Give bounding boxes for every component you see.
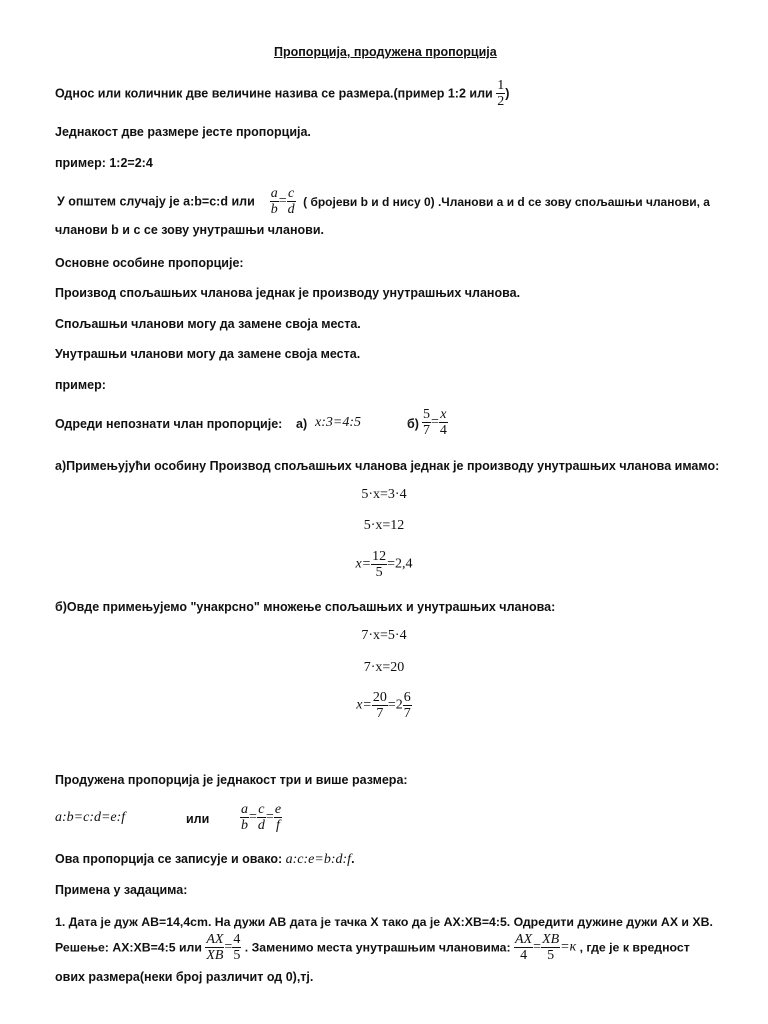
page-title: Пропорција, продужена пропорција: [274, 45, 497, 59]
eq-lhs: x=: [356, 697, 372, 713]
equals-sign: =: [431, 414, 439, 430]
eq-rhs: =2,4: [387, 556, 413, 572]
fraction-12-5: [371, 549, 387, 580]
solution-a-property: Производ спољашњих чланова једнак је производу унутрашњих чланова: [209, 459, 672, 473]
property-2: Спољашњи чланови могу да замене своја места.: [55, 317, 361, 331]
fraction-20-7: [372, 690, 388, 721]
equation-b2: 7·x=20: [363, 660, 405, 675]
task-a-expr: x:3=4:5: [315, 415, 361, 430]
fraction-numerator: 4: [233, 932, 241, 947]
equation-b3: [0, 690, 768, 721]
properties-heading: Основне особине пропорције:: [55, 256, 244, 270]
fraction-numerator: 5: [423, 407, 430, 422]
solution-a-post: имамо:: [674, 459, 720, 473]
equation-a3: [0, 549, 768, 580]
fraction-denominator: b: [270, 202, 278, 217]
eq-lhs: x=: [355, 556, 372, 572]
k-value: =к: [560, 939, 577, 955]
task-text: Одреди непознати члан пропорције:: [55, 417, 283, 431]
task-b-label: б): [407, 417, 419, 431]
or-word: или: [186, 812, 210, 826]
fraction-numerator: c: [288, 186, 295, 201]
members-line: чланови b и c се зову унутрашњи чланови.: [55, 223, 324, 237]
example-label: пример:: [55, 378, 106, 392]
fraction-numerator: a: [270, 186, 278, 201]
ratio-definition: Однос или количник две величине назива се размера.(пример 1:2 или: [55, 86, 493, 101]
fraction-a-b: [240, 802, 249, 833]
fraction-AX-4: [514, 932, 533, 963]
solution-continuation: ових размера(неки број различит од 0),тј.: [55, 970, 314, 984]
fraction-4-5: [232, 932, 241, 963]
paren-close: ): [505, 86, 510, 101]
period: .: [351, 852, 355, 866]
extended-notation-text: Ова пропорција се записује и овако:: [55, 852, 283, 866]
fraction-numerator: a: [241, 802, 248, 817]
fraction-denominator: 2: [497, 94, 505, 109]
example-line: пример: 1:2=2:4: [55, 156, 153, 170]
solution-b-line: б)Овде примењујемо "унакрсно" множење спољашњих и унутрашњих чланова:: [55, 600, 556, 614]
fraction-AX-XB: [205, 932, 224, 963]
fraction-numerator: XB: [542, 932, 560, 947]
fraction-x-4: [439, 407, 448, 438]
extended-notation-expr: a:c:e=b:d:f: [285, 852, 352, 867]
solution-a-line: [55, 458, 719, 474]
fraction-denominator: 7: [376, 706, 384, 721]
fraction-a-b: [270, 186, 279, 217]
equals-sign: =: [533, 939, 542, 955]
solution-line: [55, 932, 690, 966]
fraction-numerator: 20: [372, 690, 387, 705]
fraction-denominator: 7: [403, 706, 411, 721]
fraction-denominator: 5: [233, 948, 241, 963]
fraction-numerator: x: [440, 407, 447, 422]
solution-mid: . Заменимо места унутрашњим члановима:: [244, 940, 511, 955]
fraction-XB-5: [541, 932, 560, 963]
property-1: Производ спољашњих чланова једнак је производу унутрашњих чланова.: [55, 286, 521, 300]
fraction-denominator: d: [287, 202, 295, 217]
task-a-label: а): [296, 417, 308, 431]
fraction-one-half: [496, 78, 505, 109]
fraction-6-7: [403, 690, 412, 721]
solution-a-pre: а)Примењујући особину: [55, 459, 207, 473]
fraction-denominator: 5: [375, 565, 383, 580]
general-case-post: ( бројеви b и d нису 0) .Чланови a и d се зову спољашњи чланови, а: [303, 194, 710, 209]
general-case-text: У општем случају је a:b=c:d или: [57, 194, 255, 209]
application-heading: Примена у задацима:: [55, 883, 188, 897]
equation-a1: 5·x=3·4: [361, 487, 407, 502]
fraction-denominator: f: [275, 818, 280, 833]
fraction-denominator: 4: [520, 948, 528, 963]
equation-b1: 7·x=5·4: [361, 628, 407, 643]
fraction-denominator: 7: [423, 423, 430, 438]
fraction-e-f: [274, 802, 282, 833]
text-line: [55, 78, 509, 108]
equation-a2: 5·x=12: [363, 518, 405, 533]
fraction-denominator: b: [241, 818, 248, 833]
fraction-numerator: AX: [515, 932, 533, 947]
fraction-denominator: 5: [547, 948, 555, 963]
extended-expr: a:b=c:d=e:f: [55, 810, 126, 825]
equals-sign: =: [224, 939, 233, 955]
fraction-numerator: 1: [497, 78, 505, 93]
extended-notation-line: [55, 851, 355, 868]
solution-post: , где је к вредност: [579, 940, 690, 955]
eq-mid: =2: [387, 697, 403, 713]
fraction-numerator: 6: [403, 690, 411, 705]
fraction-numerator: AX: [206, 932, 224, 947]
fraction-c-d: [287, 186, 296, 217]
fraction-numerator: 12: [372, 549, 387, 564]
general-case-line: [57, 186, 710, 217]
property-3: Унутрашњи чланови могу да замене своја места.: [55, 347, 361, 361]
fraction-denominator: XB: [206, 948, 224, 963]
equals-sign: =: [249, 809, 257, 825]
proportion-definition: Једнакост две размере јесте пропорција.: [55, 125, 311, 139]
solution-pre: Решење: AX:XB=4:5 или: [55, 940, 202, 955]
fraction-5-7: [422, 407, 431, 438]
equals-sign: =: [265, 809, 274, 825]
fraction-numerator: e: [274, 802, 282, 817]
extended-proportion-definition: Продужена пропорција је једнакост три и више размера:: [55, 773, 408, 787]
fraction-c-d: [257, 802, 266, 833]
fraction-numerator: c: [258, 802, 265, 817]
equals-sign: =: [278, 193, 287, 209]
fraction-denominator: 4: [439, 423, 447, 438]
fraction-denominator: d: [257, 818, 265, 833]
problem-1-statement: 1. Дата је дуж AB=14,4cm. На дужи AB дата је тачка X тако да је AX:XB=4:5. Одредити дужине дужи AX и XB.: [55, 915, 713, 929]
